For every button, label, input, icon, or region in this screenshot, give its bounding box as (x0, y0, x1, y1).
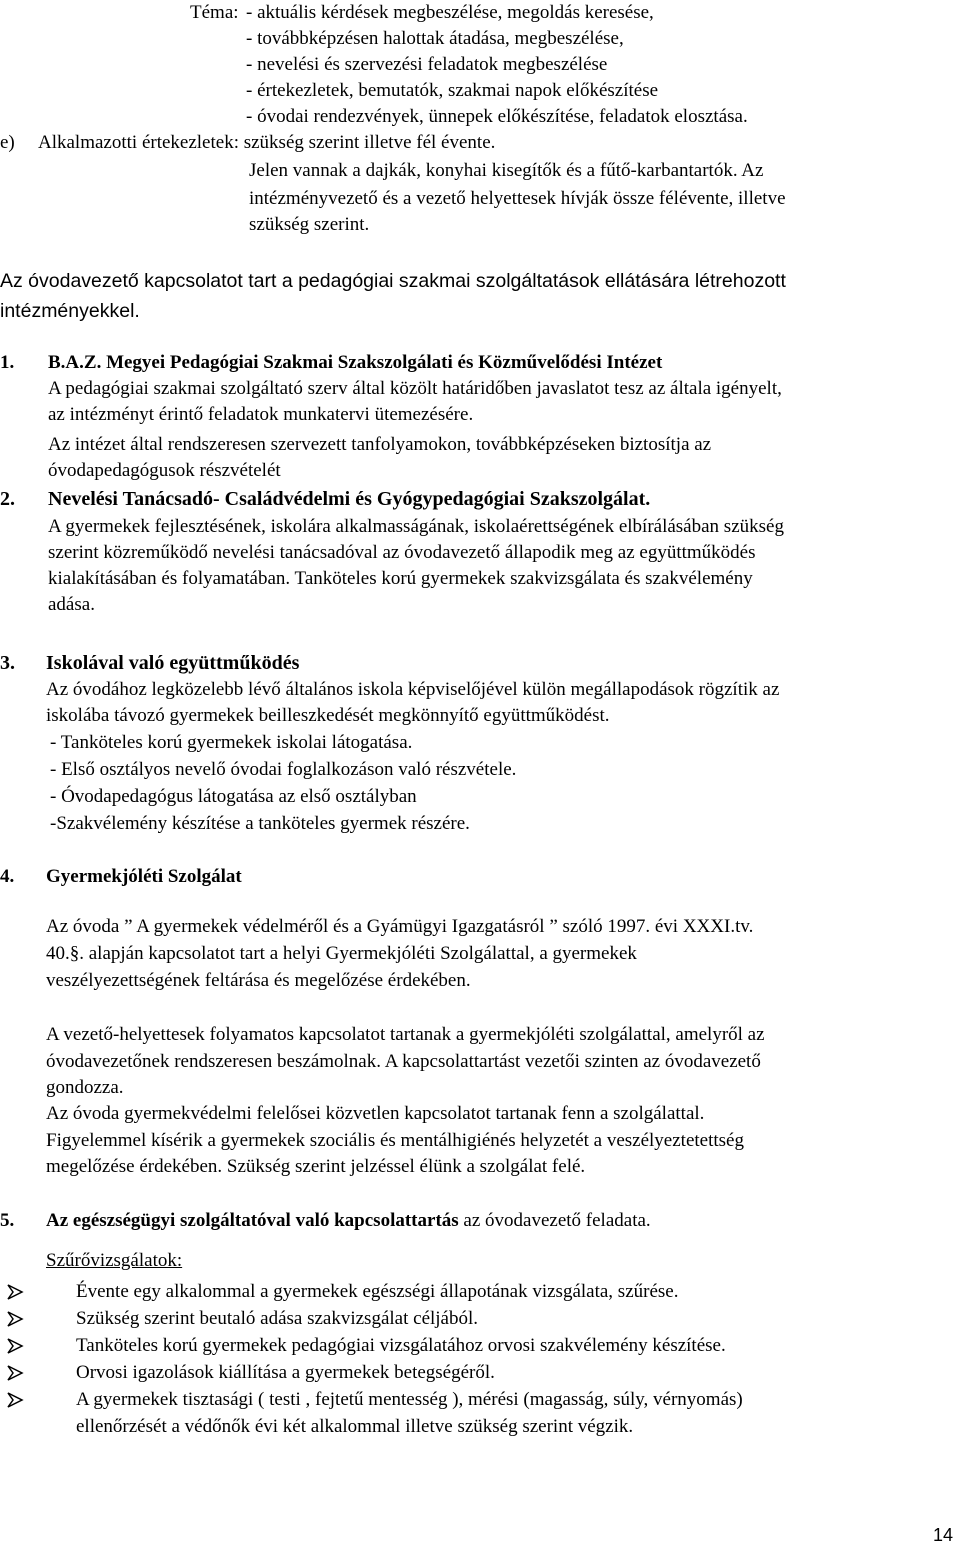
bullet-continuation: ellenőrzését a védőnők évi két alkalommal illetve szükség szerint végzik. (76, 1416, 634, 1437)
topic-line: - óvodai rendezvények, ünnepek előkészítése, feladatok elosztása. (246, 106, 748, 127)
section-text: adása. (48, 594, 95, 615)
section-number: 4. (0, 866, 15, 887)
arrow-bullet-icon (5, 1282, 25, 1302)
section-number: 5. (0, 1210, 15, 1231)
section-title: Az egészségügyi szolgáltatóval való kapcsolattartás (46, 1210, 459, 1231)
section-text: óvodapedagógusok részvételét (48, 460, 281, 481)
section-text: A gyermekek fejlesztésének, iskolára alkalmasságának, iskolaérettségének elbírálásában szükség (48, 516, 784, 537)
topic-line: - továbbképzésen halottak átadása, megbeszélése, (246, 28, 624, 49)
bullet-item: Évente egy alkalommal a gyermekek egészségi állapotának vizsgálata, szűrése. (76, 1281, 679, 1302)
bullet-item: A gyermekek tisztasági ( testi , fejtetű mentesség ), mérési (magasság, súly, vérnyomás) (76, 1389, 743, 1410)
section-text: -Szakvélemény készítése a tanköteles gyermek részére. (50, 813, 470, 834)
section-title: Iskolával való együttműködés (46, 652, 300, 674)
bullet-item: Orvosi igazolások kiállítása a gyermekek betegségéről. (76, 1362, 495, 1383)
section-text: - Óvodapedagógus látogatása az első osztályban (50, 786, 417, 807)
meeting-text: Jelen vannak a dajkák, konyhai kisegítők és a fűtő-karbantartók. Az (249, 160, 764, 181)
section-title-line (46, 1208, 651, 1234)
paragraph-line: Az óvodavezető kapcsolatot tart a pedagógiai szakmai szolgáltatások ellátására létrehozott (0, 270, 786, 292)
section-title-rest: az óvodavezető feladata. (458, 1210, 651, 1231)
section-text: kialakításában és folyamatában. Tanköteles korú gyermekek szakvizsgálata és szakvélemény (48, 568, 753, 589)
section-number: 2. (0, 488, 15, 510)
bullet-item: Tanköteles korú gyermekek pedagógiai vizsgálatához orvosi szakvélemény készítése. (76, 1335, 726, 1356)
topic-line: - értekezletek, bemutatók, szakmai napok előkészítése (246, 80, 659, 101)
topic-line: - nevelési és szervezési feladatok megbeszélése (246, 54, 608, 75)
page-number: 14 (933, 1525, 954, 1545)
section-title: Nevelési Tanácsadó- Családvédelmi és Gyógypedagógiai Szakszolgálat. (48, 488, 651, 510)
law-text: Az óvoda ” A gyermekek védelméről és a Gyámügyi Igazgatásról ” szóló 1997. évi XXXI.tv. (46, 916, 754, 937)
section-number: 3. (0, 652, 15, 674)
list-marker-e: e) (0, 132, 15, 153)
section-text: gondozza. (46, 1077, 124, 1098)
arrow-bullet-icon (5, 1336, 25, 1356)
arrow-bullet-icon (5, 1363, 25, 1383)
section-text: - Tanköteles korú gyermekek iskolai látogatása. (50, 732, 413, 753)
section-title: B.A.Z. Megyei Pedagógiai Szakmai Szakszolgálati és Közművelődési Intézet (48, 352, 663, 373)
section-text: Az intézet által rendszeresen szervezett tanfolyamokon, továbbképzéseken biztosítja az (48, 434, 712, 455)
law-text: 40.§. alapján kapcsolatot tart a helyi Gyermekjóléti Szolgálattal, a gyermekek (46, 943, 637, 964)
meeting-title: Alkalmazotti értekezletek: szükség szerint illetve fél évente. (38, 132, 496, 153)
section-text: - Első osztályos nevelő óvodai foglalkozáson való részvétele. (50, 759, 517, 780)
section-text: Figyelemmel kísérik a gyermekek szociális és mentálhigiénés helyzetét a veszélyeztetettség (46, 1130, 744, 1151)
section-text: Az óvoda gyermekvédelmi felelősei közvetlen kapcsolatot tartanak fenn a szolgálattal. (46, 1103, 705, 1124)
section-text: Az óvodához legközelebb lévő általános iskola képviselőjével külön megállapodások rögzítik az (46, 679, 780, 700)
meeting-text: intézményvezető és a vezető helyettesek hívják össze félévente, illetve (249, 188, 786, 209)
tema-label: Téma: (190, 2, 239, 23)
bullet-item: Szükség szerint beutaló adása szakvizsgálat céljából. (76, 1308, 479, 1329)
topic-line: - aktuális kérdések megbeszélése, megoldás keresése, (246, 2, 654, 23)
section-text: óvodavezetőnek rendszeresen beszámolnak. A kapcsolattartást vezetői szinten az óvodavezető (46, 1051, 761, 1072)
section-text: megelőzése érdekében. Szükség szerint jelzéssel élünk a szolgálat felé. (46, 1156, 586, 1177)
section-text: A pedagógiai szakmai szolgáltató szerv által közölt határidőben javaslatot tesz az általa igényelt, (48, 378, 782, 399)
arrow-bullet-icon (5, 1309, 25, 1329)
section-number: 1. (0, 352, 15, 373)
paragraph-line: intézményekkel. (0, 300, 140, 322)
section-title: Gyermekjóléti Szolgálat (46, 866, 242, 887)
section-text: szerint közreműködő nevelési tanácsadóval az óvodavezető állapodik meg az együttműködés (48, 542, 756, 563)
section-text: A vezető-helyettesek folyamatos kapcsolatot tartanak a gyermekjóléti szolgálattal, amelyről az (46, 1024, 765, 1045)
screening-subheading: Szűrővizsgálatok: (46, 1250, 183, 1271)
arrow-bullet-icon (5, 1390, 25, 1410)
section-text: iskolába távozó gyermekek beilleszkedését megkönnyítő együttműködést. (46, 705, 610, 726)
meeting-text: szükség szerint. (249, 214, 370, 235)
section-text: az intézményt érintő feladatok munkatervi ütemezésére. (48, 404, 474, 425)
law-text: veszélyezettségének feltárása és megelőzése érdekében. (46, 970, 471, 991)
